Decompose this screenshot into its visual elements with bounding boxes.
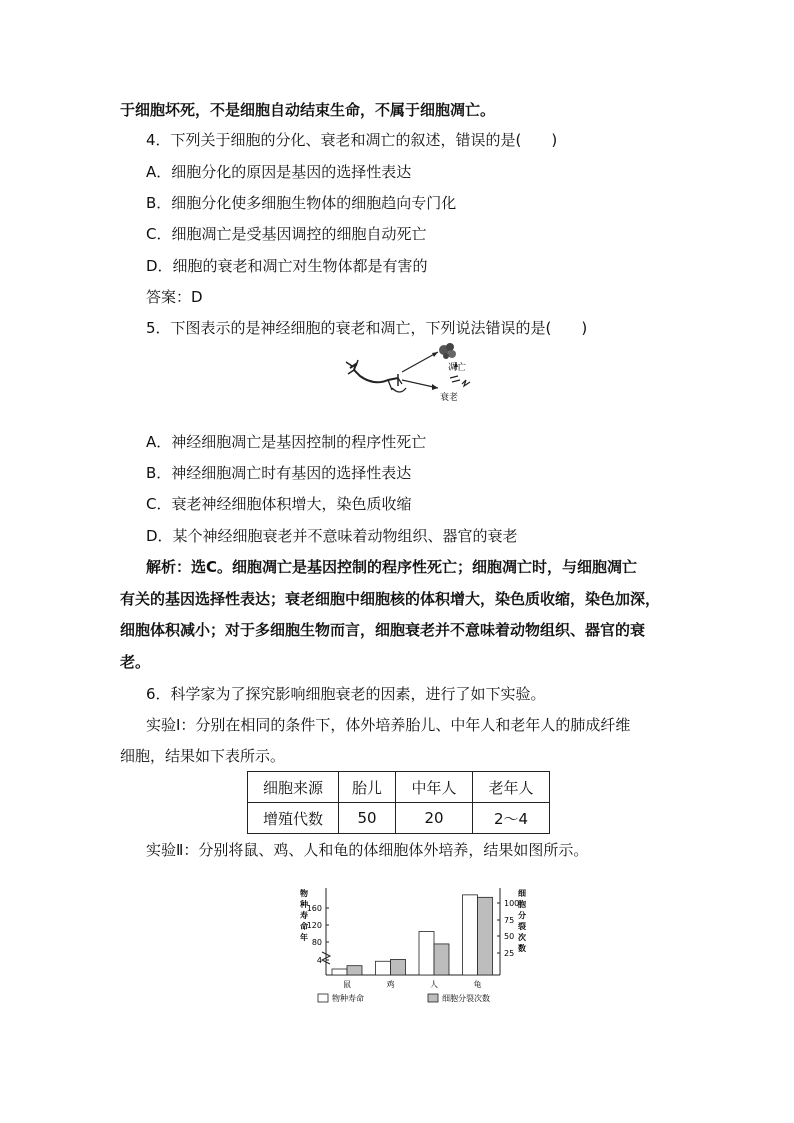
experiment-2: 实验Ⅱ：分别将鼠、鸡、人和龟的体细胞体外培养，结果如图所示。: [146, 841, 589, 859]
left-axis-label: 种: [300, 900, 308, 909]
left-axis-label: 命: [300, 922, 308, 931]
left-tick-label: 80: [311, 938, 322, 947]
result-table: [247, 771, 550, 834]
option-5a: A．神经细胞凋亡是基因控制的程序性死亡: [146, 433, 427, 451]
left-tick-label: 120: [306, 921, 322, 930]
legend-label: 物种寿命: [332, 994, 364, 1003]
right-tick-label: 75: [504, 916, 515, 925]
right-axis-label: 细: [518, 889, 526, 898]
right-tick-label: 25: [504, 949, 515, 958]
explanation-line: 细胞体积减小；对于多细胞生物而言，细胞衰老并不意味着动物组织、器官的衰: [120, 621, 646, 639]
table-header-row: [248, 772, 550, 803]
right-tick-label: 50: [504, 932, 515, 941]
option-4a: A．细胞分化的原因是基因的选择性表达: [146, 163, 412, 181]
left-axis-label: 寿: [300, 911, 308, 920]
experiment-1-cont: 细胞，结果如下表所示。: [120, 747, 286, 765]
left-axis-label: 物: [300, 889, 308, 898]
option-5d: D．某个神经细胞衰老并不意味着动物组织、器官的衰老: [146, 527, 518, 545]
option-4b: B．细胞分化使多细胞生物体的细胞趋向专门化: [146, 194, 457, 212]
category-label: 人: [430, 980, 438, 989]
bar-cell-divisions: [478, 897, 493, 975]
table-cell: 增殖代数: [248, 803, 339, 834]
option-4c: C．细胞凋亡是受基因调控的细胞自动死亡: [146, 225, 427, 243]
right-axis-label: 数: [518, 944, 526, 953]
question-5: 5．下图表示的是神经细胞的衰老和凋亡，下列说法错误的是( ): [146, 319, 588, 337]
bar-cell-divisions: [347, 966, 362, 975]
right-axis-label: 裂: [518, 922, 526, 931]
text-line: 于细胞坏死，不是细胞自动结束生命，不属于细胞凋亡。: [120, 101, 496, 119]
table-cell: 20: [396, 803, 473, 834]
left-tick-label: 160: [306, 904, 322, 913]
table-header-cell: 胎儿: [339, 772, 396, 803]
table-header-cell: 中年人: [396, 772, 473, 803]
explanation-line: 有关的基因选择性表达；衰老细胞中细胞核的体积增大，染色质收缩，染色加深，: [120, 590, 661, 608]
table-row: [248, 803, 550, 834]
experiment-1: 实验Ⅰ：分别在相同的条件下，体外培养胎儿、中年人和老年人的肺成纤维: [146, 716, 631, 734]
category-label: 鼠: [343, 980, 351, 989]
apoptosis-label: 凋亡: [448, 363, 467, 373]
legend-label: 细胞分裂次数: [442, 994, 490, 1003]
question-4: 4．下列关于细胞的分化、衰老和凋亡的叙述，错误的是( ): [146, 131, 558, 149]
table-cell: 2～4: [473, 803, 550, 834]
legend-swatch-lifespan: [318, 994, 328, 1002]
aging-label: 衰老: [440, 393, 459, 402]
legend-swatch-divisions: [428, 994, 438, 1002]
bar-cell-divisions: [391, 959, 406, 975]
answer-4: 答案：D: [146, 288, 203, 306]
bar-cell-divisions: [434, 944, 449, 975]
option-5c: C．衰老神经细胞体积增大，染色质收缩: [146, 495, 412, 513]
right-axis-label: 分: [518, 911, 526, 920]
bar-lifespan: [419, 932, 434, 976]
right-tick-label: 100: [504, 899, 520, 908]
bar-lifespan: [332, 969, 347, 975]
bar-lifespan: [376, 961, 391, 975]
option-4d: D．细胞的衰老和凋亡对生物体都是有害的: [146, 257, 428, 275]
table-header-cell: 老年人: [473, 772, 550, 803]
left-tick-label: 4: [316, 956, 322, 965]
explanation-line: 解析：选C。细胞凋亡是基因控制的程序性死亡；细胞凋亡时，与细胞凋亡: [146, 558, 638, 576]
table-header-cell: 细胞来源: [248, 772, 339, 803]
bar-lifespan: [463, 895, 478, 975]
species-bar-chart: [290, 880, 530, 1015]
explanation-line: 老。: [120, 653, 151, 671]
neuron-figure: [340, 340, 490, 402]
option-5b: B．神经细胞凋亡时有基因的选择性表达: [146, 464, 412, 482]
category-label: 龟: [473, 980, 482, 989]
question-6: 6．科学家为了探究影响细胞衰老的因素，进行了如下实验。: [146, 685, 546, 703]
category-label: 鸡: [386, 980, 395, 989]
right-axis-label: 次: [518, 933, 526, 942]
left-axis-label: 年: [300, 933, 308, 942]
axis-break: [322, 952, 330, 964]
right-axis-label: 胞: [518, 900, 526, 909]
table-cell: 50: [339, 803, 396, 834]
